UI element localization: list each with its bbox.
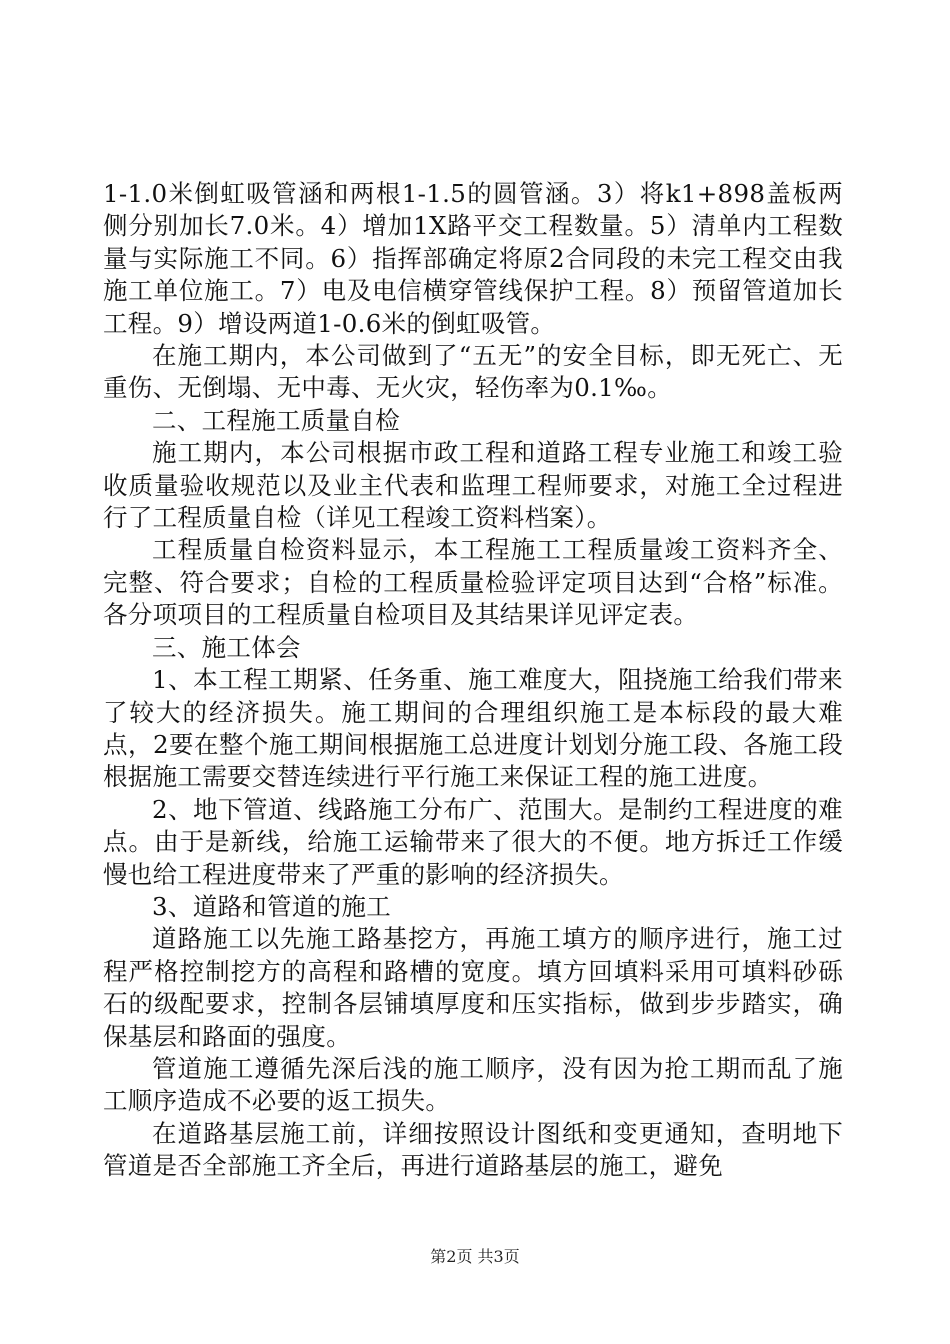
section-heading-experience: 三、施工体会 [152,632,301,662]
paragraph-quality-check: 施工期内，本公司根据市政工程和道路工程专业施工和竣工验收质量验收规范以及业主代表和监理工程师要求，对施工全过程进行了工程质量自检（详见工程竣工资料档案）。 [103,438,843,533]
paragraph-road-construction: 道路施工以先施工路基挖方，再施工填方的顺序进行，施工过程严格控制挖方的高程和路槽的宽度。填方回填料采用可填料砂砾石的级配要求，控制各层铺填厚度和压实指标，做到步步踏实，确保基层和路面的强度。 [103,924,843,1051]
paragraph-experience-1: 1、本工程工期紧、任务重、施工难度大，阻挠施工给我们带来了较大的经济损失。施工期间的合理组织施工是本标段的最大难点，2要在整个施工期间根据施工总进度计划划分施工段、各施工段根据施工需要交替连续进行平行施工来保证工程的施工进度。 [103,665,843,792]
paragraph-safety-goal: 在施工期内，本公司做到了“五无”的安全目标，即无死亡、无重伤、无倒塌、无中毒、无火灾，轻伤率为0.1‰。 [103,341,843,403]
subheading-road-pipeline: 3、道路和管道的施工 [152,891,392,921]
paragraph-experience-2: 2、地下管道、线路施工分布广、范围大。是制约工程进度的难点。由于是新线，给施工运输带来了很大的不便。地方拆迁工作缓慢也给工程进度带来了严重的影响的经济损失。 [103,794,843,889]
paragraph-pipeline-construction: 管道施工遵循先深后浅的施工顺序，没有因为抢工期而乱了施工顺序造成不必要的返工损失。 [103,1053,843,1116]
paragraph-quality-result: 工程质量自检资料显示，本工程施工工程质量竣工资料齐全、完整、符合要求；自检的工程质量检验评定项目达到“合格”标准。各分项项目的工程质量自检项目及其结果详见评定表。 [103,535,843,630]
paragraph-change-items: 1-1.0米倒虹吸管涵和两根1-1.5的圆管涵。3）将k1+898盖板两侧分别加长7.0米。4）增加1X路平交工程数量。5）清单内工程数量与实际施工不同。6）指挥部确定将原2合同段的未完工程交由我施工单位施工。7）电及电信横穿管线保护工程。8）预留管道加长工程。9）增设两道1-0.6米的倒虹吸管。 [103,179,843,338]
section-heading-quality-check: 二、工程施工质量自检 [152,405,400,435]
document-body [103,178,843,1183]
paragraph-base-layer: 在道路基层施工前，详细按照设计图纸和变更通知，查明地下管道是否全部施工齐全后，再进行道路基层的施工，避免 [103,1118,843,1181]
page-number-footer: 第2页 共3页 [430,1247,520,1266]
